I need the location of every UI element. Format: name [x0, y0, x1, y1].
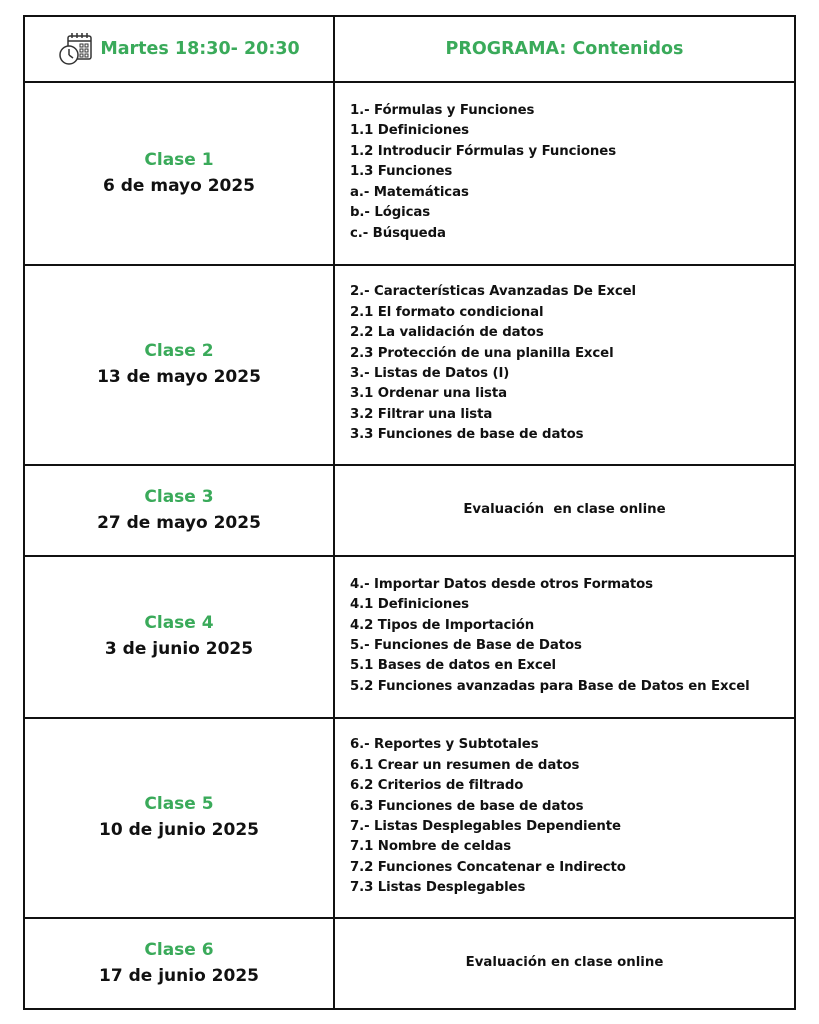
class-row: [25, 464, 794, 557]
class-contents-cell: [335, 81, 794, 264]
class-row: [25, 81, 794, 266]
class-date: 3 de junio 2025: [104, 639, 254, 659]
evaluation-label: Evaluación en clase online: [463, 502, 666, 517]
class-contents-cell: [335, 555, 794, 717]
class-row: [25, 717, 794, 919]
content-item: 5.- Funciones de Base de Datos: [350, 638, 582, 653]
class-info-cell: [25, 464, 333, 555]
content-item: 4.1 Definiciones: [350, 597, 469, 613]
content-item: 1.- Fórmulas y Funciones: [350, 103, 535, 119]
class-info-cell: [25, 81, 333, 264]
class-contents-cell: [335, 717, 794, 917]
class-date: 13 de mayo 2025: [97, 367, 261, 387]
header-row: [25, 17, 794, 83]
content-item: b.- Lógicas: [350, 205, 431, 221]
class-row: [25, 917, 794, 1008]
content-item: 7.3 Listas Desplegables: [350, 880, 526, 896]
schedule-label: Martes 18:30- 20:30: [100, 39, 300, 59]
content-item: 1.1 Definiciones: [350, 123, 469, 139]
content-item: 2.2 La validación de datos: [350, 325, 544, 341]
content-item: c.- Búsqueda: [350, 225, 446, 241]
content-item: 3.2 Filtrar una lista: [350, 406, 493, 422]
content-item: 1.3 Funciones: [350, 164, 453, 180]
class-info-cell: [25, 717, 333, 917]
content-item: 7.1 Nombre de celdas: [350, 839, 512, 855]
content-item: 3.- Listas de Datos (I): [350, 366, 510, 381]
class-contents-cell: [335, 917, 794, 1008]
class-info-cell: [25, 264, 333, 464]
content-item: 2.3 Protección de una planilla Excel: [350, 345, 614, 361]
content-item: 3.1 Ordenar una lista: [350, 386, 508, 402]
class-row: [25, 264, 794, 466]
class-name: Clase 5: [144, 794, 214, 814]
class-date: 17 de junio 2025: [99, 965, 259, 986]
content-item: 3.3 Funciones de base de datos: [350, 427, 584, 443]
class-date: 27 de mayo 2025: [97, 512, 261, 533]
content-item: 4.2 Tipos de Importación: [350, 617, 535, 633]
class-contents-cell: [335, 464, 794, 555]
class-name: Clase 2: [144, 341, 214, 361]
class-name: Clase 6: [144, 939, 214, 960]
content-item: 6.1 Crear un resumen de datos: [350, 757, 580, 773]
class-name: Clase 4: [144, 613, 214, 633]
class-date: 6 de mayo 2025: [102, 175, 256, 196]
content-item: 5.2 Funciones avanzadas para Base de Datos en Excel: [350, 678, 750, 694]
program-header-cell: [335, 17, 794, 81]
class-name: Clase 1: [144, 149, 214, 170]
content-item: 2.1 El formato condicional: [350, 304, 544, 320]
class-date: 10 de junio 2025: [99, 820, 259, 840]
content-item: 7.2 Funciones Concatenar e Indirecto: [350, 859, 626, 875]
content-item: 5.1 Bases de datos en Excel: [350, 658, 556, 674]
content-item: 1.2 Introducir Fórmulas y Funciones: [350, 143, 617, 159]
content-item: 6.3 Funciones de base de datos: [350, 798, 584, 814]
schedule-table: [23, 15, 796, 1010]
class-info-cell: [25, 555, 333, 717]
class-row: [25, 555, 794, 719]
class-info-cell: [25, 917, 333, 1008]
content-item: 2.- Características Avanzadas De Excel: [350, 284, 636, 300]
content-item: a.- Matemáticas: [350, 184, 469, 200]
content-item: 6.- Reportes y Subtotales: [350, 737, 539, 753]
calendar-clock-icon: [58, 31, 94, 67]
class-name: Clase 3: [144, 486, 214, 507]
evaluation-label: Evaluación en clase online: [465, 955, 664, 970]
schedule-header-cell: [25, 17, 333, 81]
content-item: 6.2 Criterios de filtrado: [350, 778, 524, 794]
class-contents-cell: [335, 264, 794, 464]
content-item: 4.- Importar Datos desde otros Formatos: [350, 576, 653, 592]
content-item: 7.- Listas Desplegables Dependiente: [350, 819, 621, 834]
program-title: PROGRAMA: Contenidos: [445, 39, 684, 59]
